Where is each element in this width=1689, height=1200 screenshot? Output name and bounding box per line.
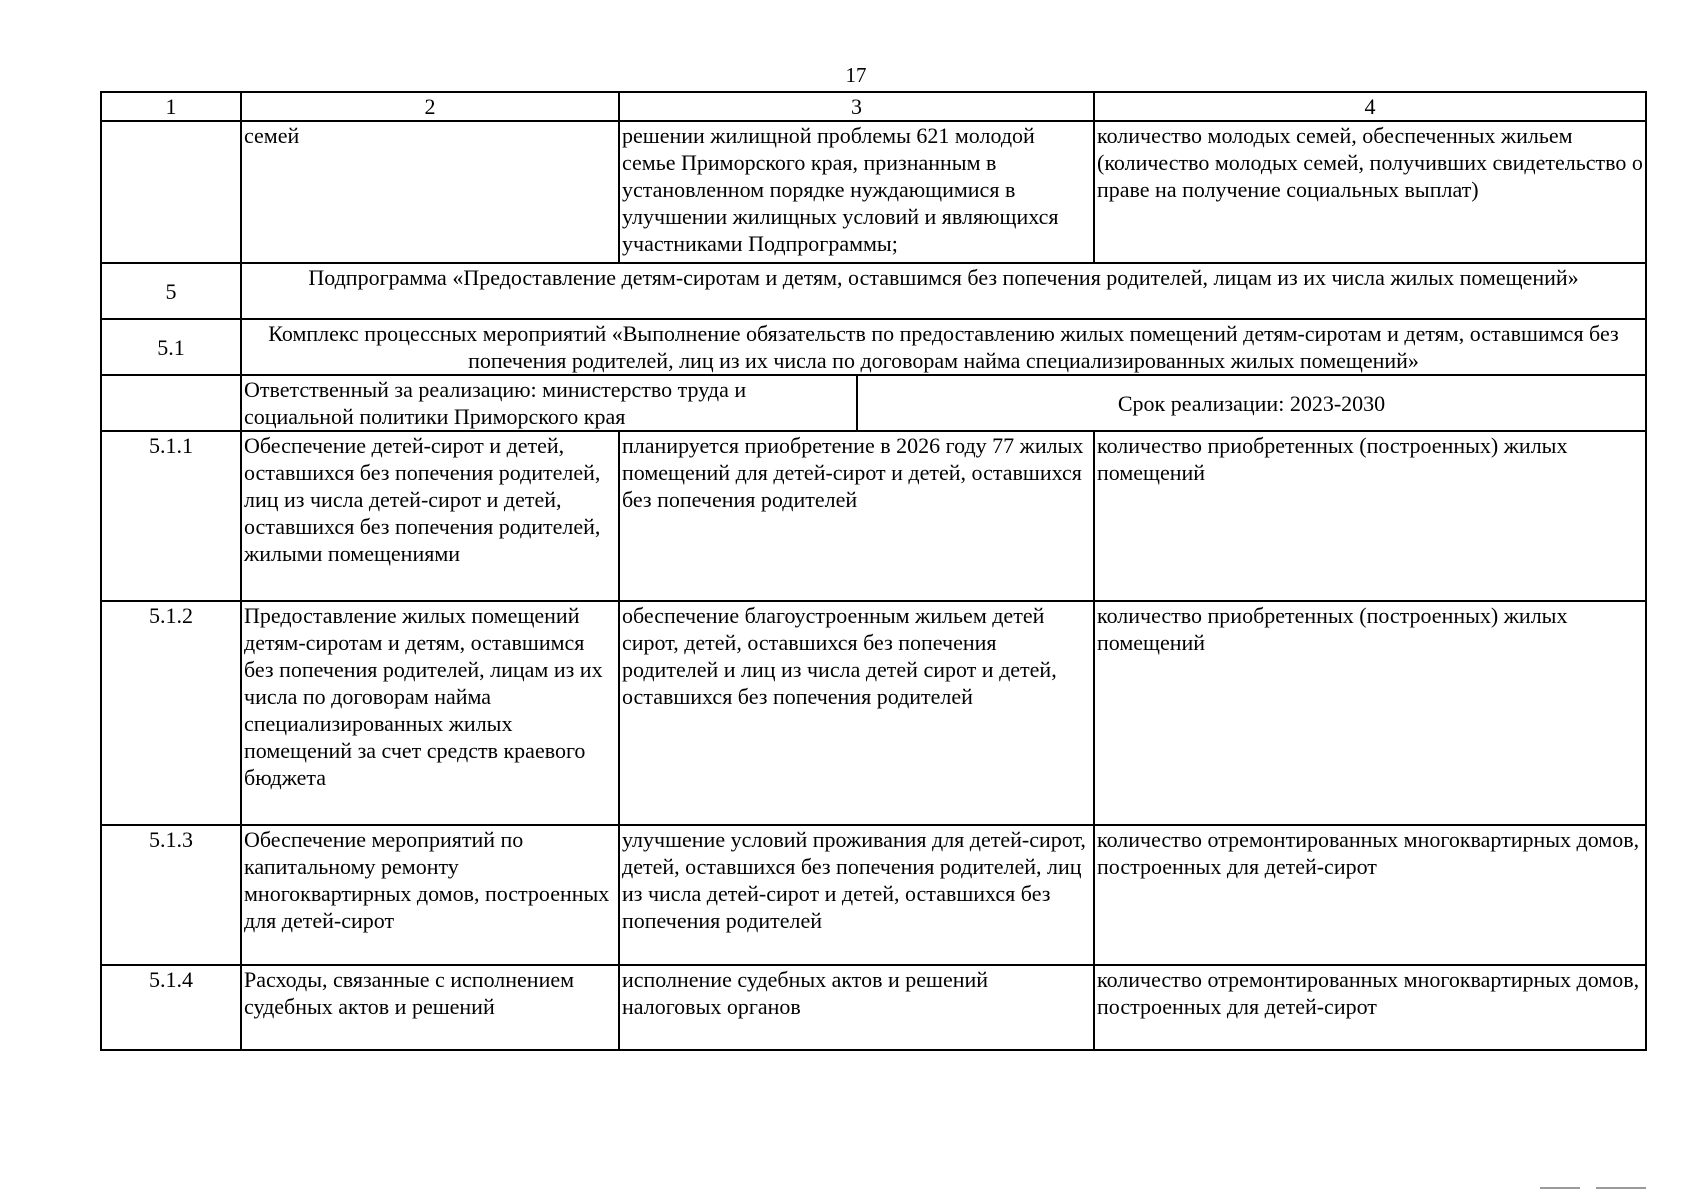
complex-row	[101, 319, 1646, 375]
indicator: количество отремонтированных многоквартирных домов, построенных для детей-сирот	[1094, 965, 1646, 1050]
header-col-1: 1	[101, 92, 241, 121]
responsible-text: Ответственный за реализацию: министерство труда и социальной политики Приморского края	[244, 377, 747, 429]
event-name: Расходы, связанные с исполнением судебных актов и решений	[241, 965, 619, 1050]
expected-result: улучшение условий проживания для детей-сирот, детей, оставшихся без попечения родителей, лиц из числа детей-сирот и детей, оставшихся без попечения родителей	[619, 825, 1094, 965]
row-number: 5.1.3	[101, 825, 241, 965]
responsible-row	[101, 375, 1646, 431]
row-number: 5.1.1	[101, 431, 241, 601]
implementation-term: Срок реализации: 2023-2030	[857, 376, 1645, 430]
header-col-4: 4	[1094, 92, 1646, 121]
expected-result: обеспечение благоустроенным жильем детей сирот, детей, оставшихся без попечения родителей и лиц из числа детей сирот и детей, оставшихся без попечения родителей	[619, 601, 1094, 825]
responsible-empty-cell	[101, 375, 241, 431]
header-col-2: 2	[241, 92, 619, 121]
row-number	[101, 121, 241, 263]
row-number: 5.1.2	[101, 601, 241, 825]
subprogram-row	[101, 263, 1646, 319]
event-name: Обеспечение детей-сирот и детей, оставшихся без попечения родителей, лиц из числа детей-сирот и детей, оставшихся без попечения родителей, жилыми помещениями	[241, 431, 619, 601]
table-row	[101, 121, 1646, 263]
event-name: семей	[241, 121, 619, 263]
expected-result: исполнение судебных актов и решений налоговых органов	[619, 965, 1094, 1050]
expected-result: решении жилищной проблемы 621 молодой семье Приморского края, признанным в установленном порядке нуждающимися в улучшении жилищных условий и являющихся участниками Подпрограммы;	[619, 121, 1094, 263]
indicator: количество приобретенных (построенных) жилых помещений	[1094, 601, 1646, 825]
complex-title: Комплекс процессных мероприятий «Выполнение обязательств по предоставлению жилых помещений детям-сиротам и детям, оставшимся без попечения родителей, лиц из их числа по договорам найма специализированных жилых помещений»	[241, 319, 1646, 375]
scan-artifact	[1540, 1187, 1580, 1189]
table-row	[101, 431, 1646, 601]
event-name: Предоставление жилых помещений детям-сиротам и детям, оставшимся без попечения родителей, лицам из их числа по договорам найма специализированных жилых помещений за счет средств краевого бюджета	[241, 601, 619, 825]
event-name: Обеспечение мероприятий по капитальному ремонту многоквартирных домов, построенных для детей-сирот	[241, 825, 619, 965]
header-row	[101, 92, 1646, 121]
table-row	[101, 965, 1646, 1050]
table-row	[101, 825, 1646, 965]
responsible-cell	[241, 375, 1646, 431]
indicator: количество молодых семей, обеспеченных жильем (количество молодых семей, получивших свидетельство о праве на получение социальных выплат)	[1094, 121, 1646, 263]
row-number: 5.1.4	[101, 965, 241, 1050]
program-table	[100, 91, 1647, 1051]
header-col-3: 3	[619, 92, 1094, 121]
subprogram-title: Подпрограмма «Предоставление детям-сиротам и детям, оставшимся без попечения родителей, лицам из их числа жилых помещений»	[241, 263, 1646, 319]
subprogram-number: 5	[101, 263, 241, 319]
responsible-inner	[242, 376, 1645, 430]
page-number: 17	[845, 63, 867, 87]
table-row	[101, 601, 1646, 825]
indicator: количество отремонтированных многоквартирных домов, построенных для детей-сирот	[1094, 825, 1646, 965]
indicator: количество приобретенных (построенных) жилых помещений	[1094, 431, 1646, 601]
expected-result: планируется приобретение в 2026 году 77 жилых помещений для детей-сирот и детей, оставшихся без попечения родителей	[619, 431, 1094, 601]
complex-number: 5.1	[101, 319, 241, 375]
scan-artifact	[1596, 1187, 1646, 1189]
